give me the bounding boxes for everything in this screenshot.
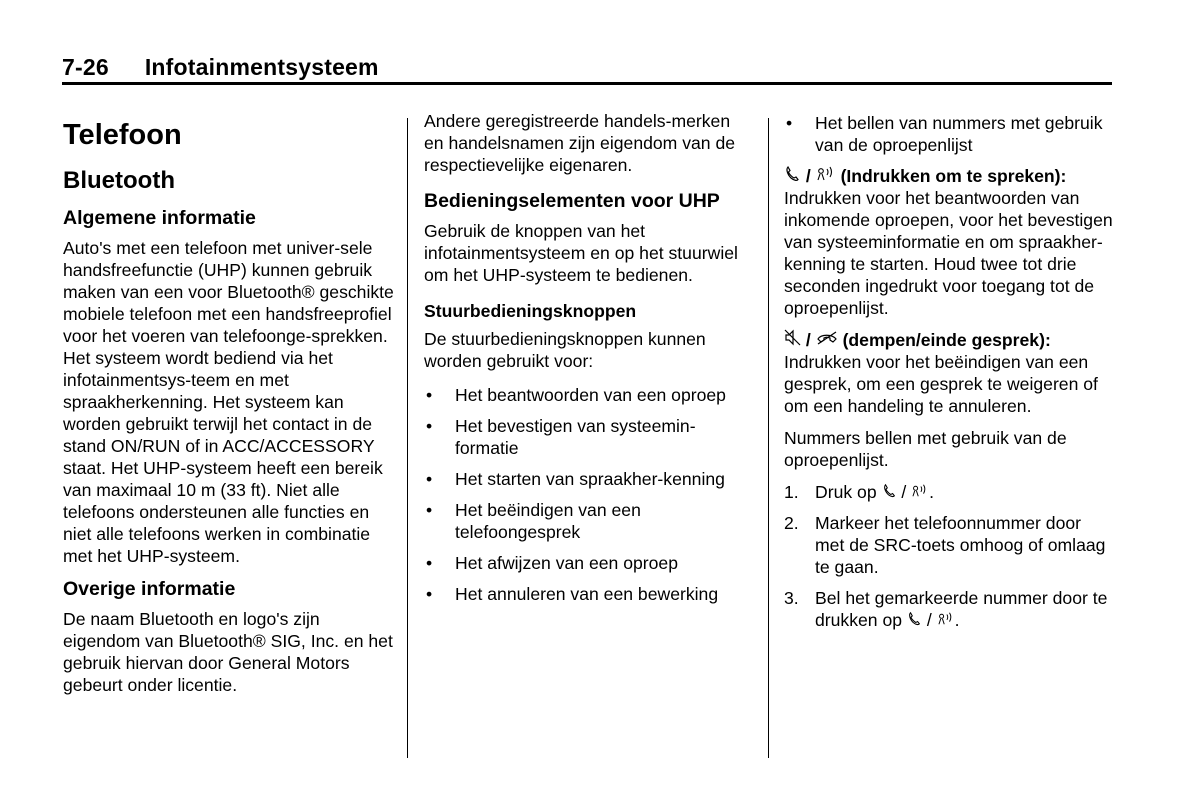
icon-separator: / [921, 610, 937, 630]
steering-functions-list [424, 384, 754, 605]
step-text: Druk op [815, 482, 882, 502]
push-to-talk-description: Indrukken voor het beantwoorden van inkomende oproepen, voor het bevestigen van systeeminformatie en om spraakher-kenning te starten. Houd twee tot drie seconden ingedrukt voor toegang tot de oproepenlijst. [784, 188, 1113, 318]
column-divider [407, 118, 408, 758]
column-1 [63, 110, 398, 706]
icon-separator: / [801, 330, 816, 350]
column-2 [424, 110, 754, 614]
list-item: • Het afwijzen van een oproep [424, 552, 754, 574]
voice-recognition-icon [911, 481, 929, 503]
step-number: 3. [784, 588, 799, 608]
header-rule [62, 82, 1112, 85]
other-info-paragraph: De naam Bluetooth en logo's zijn eigendom van Bluetooth® SIG, Inc. en het gebruik hiervan door General Motors gebeurt onder licentie. [63, 609, 393, 695]
step-number: 1. [784, 482, 799, 502]
page-header [62, 54, 379, 81]
icon-separator: / [896, 482, 912, 502]
hang-up-icon [816, 329, 838, 351]
steering-controls-paragraph: De stuurbedieningsknoppen kunnen worden gebruikt voor: [424, 329, 706, 371]
heading-steering-controls: Stuurbedieningsknoppen [424, 301, 637, 321]
step-item [784, 512, 1114, 578]
column-divider [768, 118, 769, 758]
step-item [784, 587, 1114, 631]
list-item: • Het beëindigen van een telefoongesprek [424, 499, 754, 543]
icon-separator: / [801, 166, 816, 186]
mute-icon [784, 329, 801, 351]
heading-uhp-controls: Bedieningselementen voor UHP [424, 190, 720, 212]
push-to-talk-paragraph [784, 165, 1114, 319]
step-number: 2. [784, 513, 799, 533]
column-3 [784, 112, 1114, 640]
trademark-paragraph: Andere geregistreerde handels-merken en handelsnamen zijn eigendom van de respectievelijke eigenaren. [424, 111, 736, 175]
page-number: 7-26 [62, 54, 109, 80]
phone-handset-icon [907, 609, 922, 631]
list-item: • Het bevestigen van systeemin-formatie [424, 415, 754, 459]
section-heading-bluetooth: Bluetooth [63, 167, 175, 194]
list-item: • Het beantwoorden van een oproep [424, 384, 754, 406]
mute-end-paragraph [784, 329, 1114, 417]
heading-other-info: Overige informatie [63, 578, 236, 600]
voice-recognition-icon [937, 609, 955, 631]
phone-handset-icon [882, 481, 897, 503]
mute-end-description: Indrukken voor het beëindigen van een gesprek, om een gesprek te weigeren of om een handeling te annuleren. [784, 352, 1098, 416]
step-text: Bel het gemarkeerde nummer door te drukken op [815, 588, 1108, 630]
heading-general-info: Algemene informatie [63, 207, 256, 229]
list-item: • Het starten van spraakher-kenning [424, 468, 754, 490]
general-info-paragraph: Auto's met een telefoon met univer-sele handsfreefunctie (UHP) kunnen gebruik maken van een voor Bluetooth® geschikte mobiele telefoon met een handsfreeprofiel voor het voeren van telefoonge-sprekken. Het systeem wordt bediend via het infotainmentsys-teem en met spraakherkenning. Het systeem kan worden gebruikt terwijl het contact in de stand ON/RUN of in ACC/ACCESSORY staat. Het UHP-systeem heeft een bereik van maximaal 10 m (33 ft). Niet alle telefoons ondersteunen alle functies en niet alle telefoons werken in combinatie met het UHP-systeem. [63, 238, 394, 566]
step-end: . [954, 610, 960, 630]
step-end: . [929, 482, 935, 502]
step-item [784, 481, 1114, 503]
step-text: Markeer het telefoonnummer door met de SRC-toets omhoog of omlaag te gaan. [815, 513, 1106, 577]
phone-handset-icon [784, 165, 801, 187]
voice-recognition-icon [816, 165, 836, 187]
list-item: • Het bellen van nummers met gebruik van de oproepenlijst [784, 112, 1114, 156]
dial-steps-list [784, 481, 1114, 631]
section-title: Infotainmentsysteem [144, 54, 379, 80]
push-to-talk-label: (Indrukken om te spreken): [840, 166, 1067, 186]
dial-intro-paragraph: Nummers bellen met gebruik van de oproepenlijst. [784, 428, 1067, 470]
chapter-title: Telefoon [63, 119, 182, 151]
mute-end-label: (dempen/einde gesprek): [842, 330, 1051, 350]
list-item: • Het annuleren van een bewerking [424, 583, 754, 605]
call-list-bullet [784, 112, 1114, 156]
uhp-controls-paragraph: Gebruik de knoppen van het infotainmentsysteem en op het stuurwiel om het UHP-systeem te bedienen. [424, 221, 738, 285]
